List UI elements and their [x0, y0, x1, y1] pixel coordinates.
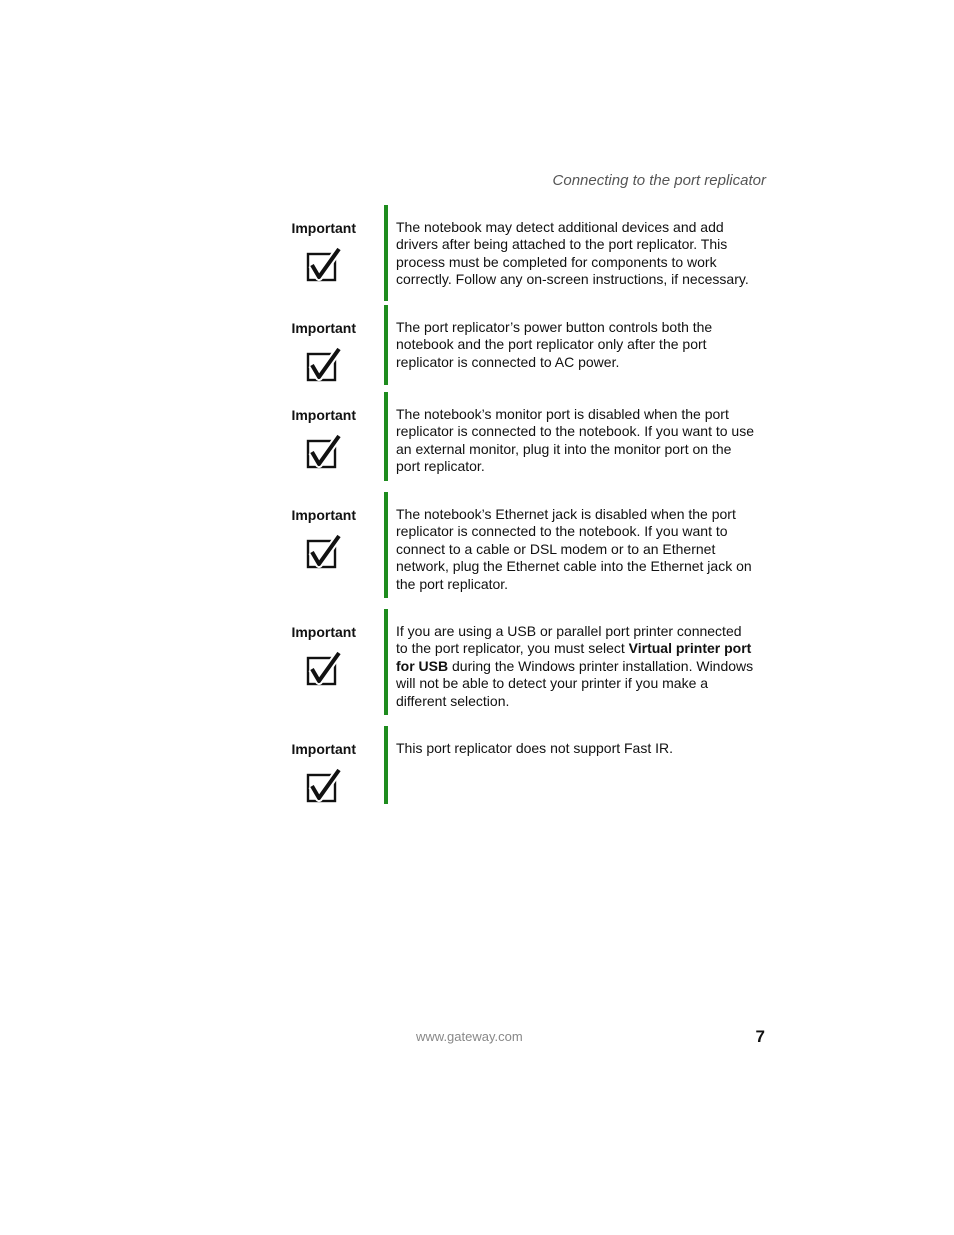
notice-label: Important	[291, 220, 356, 236]
notice-label: Important	[291, 407, 356, 423]
notice-text: The notebook’s monitor port is disabled when the port replicator is connected to the notebook. If you want to use an external monitor, plug it into the monitor port on the port replicator.	[396, 406, 754, 475]
notice-label: Important	[291, 507, 356, 523]
checkmark-icon	[306, 651, 342, 687]
notice-text: This port replicator does not support Fast IR.	[396, 740, 674, 756]
notice-text-part: during the Windows printer installation. Windows will not be able to detect your printer if you make a different selection.	[396, 657, 754, 709]
notice-accent-bar	[384, 492, 388, 598]
notice-text: The port replicator’s power button controls both the notebook and the port replicator only after the port replicator is connected to AC power.	[396, 319, 713, 370]
notice-text-part: If you are using a USB or parallel port printer connected to the port replicator, you must select	[396, 623, 742, 657]
notice-text: The notebook may detect additional devices and add drivers after being attached to the port replicator. This process must be completed for components to work correctly. Follow any on-screen instructions, if necessary.	[396, 219, 749, 288]
notice-accent-bar	[384, 305, 388, 385]
notice-accent-bar	[384, 726, 388, 804]
notice-label: Important	[291, 741, 356, 757]
running-header: Connecting to the port replicator	[552, 172, 766, 189]
page-number: 7	[755, 1027, 765, 1046]
notice-accent-bar	[384, 392, 388, 481]
notice-text-bold: Virtual printer port for USB	[396, 640, 752, 674]
checkmark-icon	[306, 247, 342, 283]
checkmark-icon	[306, 534, 342, 570]
checkmark-icon	[306, 434, 342, 470]
checkmark-icon	[306, 768, 342, 804]
notice-text: The notebook’s Ethernet jack is disabled when the port replicator is connected to the notebook. If you want to connect to a cable or DSL modem or to an Ethernet network, plug the Ethernet cable into the Ethernet jack on the port replicator.	[396, 506, 752, 592]
notice-accent-bar	[384, 609, 388, 715]
notice-label: Important	[291, 624, 356, 640]
notice-accent-bar	[384, 205, 388, 301]
notice-text	[396, 623, 756, 710]
footer-url[interactable]: www.gateway.com	[416, 1029, 523, 1044]
checkmark-icon	[306, 347, 342, 383]
notice-label: Important	[291, 320, 356, 336]
